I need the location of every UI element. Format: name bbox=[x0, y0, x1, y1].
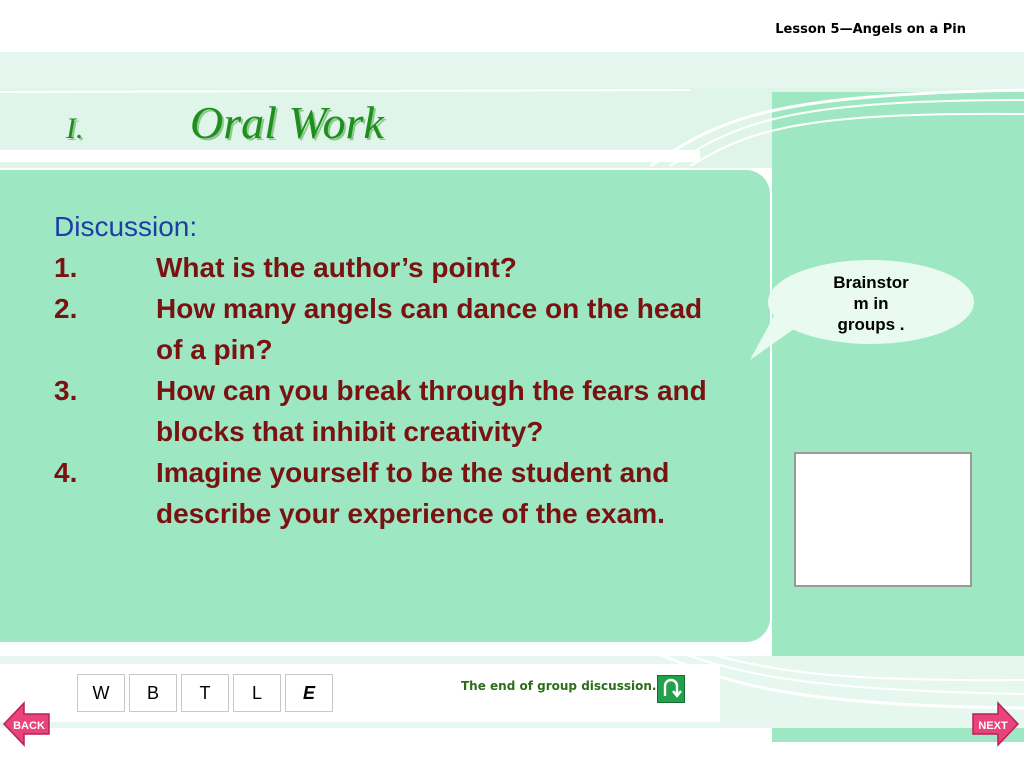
nav-t-button[interactable]: T bbox=[181, 674, 229, 712]
item-number: 2. bbox=[54, 293, 78, 324]
image-placeholder bbox=[794, 452, 972, 587]
list-item bbox=[54, 247, 714, 288]
bubble-text: Brainstor m in groups . bbox=[833, 273, 909, 334]
next-label: NEXT bbox=[978, 720, 1008, 732]
nav-l-button[interactable]: L bbox=[233, 674, 281, 712]
header-highlight bbox=[0, 150, 700, 162]
discussion-heading: Discussion: bbox=[54, 211, 198, 242]
item-text: Imagine yourself to be the student and describe your experience of the exam. bbox=[156, 457, 670, 529]
speech-bubble bbox=[768, 260, 974, 344]
list-item bbox=[54, 288, 714, 370]
item-number: 1. bbox=[54, 252, 78, 283]
item-text: How can you break through the fears and blocks that inhibit creativity? bbox=[156, 375, 707, 447]
item-text: What is the author’s point? bbox=[156, 252, 517, 283]
lesson-title: Lesson 5—Angels on a Pin bbox=[775, 22, 966, 37]
item-number: 4. bbox=[54, 457, 78, 488]
back-label: BACK bbox=[13, 720, 45, 732]
list-item bbox=[54, 370, 714, 452]
u-turn-icon bbox=[658, 676, 684, 702]
top-band bbox=[0, 52, 1024, 92]
return-button[interactable] bbox=[657, 675, 685, 703]
item-number: 3. bbox=[54, 375, 78, 406]
nav-e-button[interactable]: E bbox=[285, 674, 333, 712]
next-button[interactable] bbox=[970, 700, 1020, 748]
back-button[interactable] bbox=[2, 700, 52, 748]
list-item bbox=[54, 452, 714, 534]
nav-b-button[interactable]: B bbox=[129, 674, 177, 712]
item-text: How many angels can dance on the head of a pin? bbox=[156, 293, 703, 365]
end-note: The end of group discussion. bbox=[461, 679, 657, 693]
right-strip bbox=[772, 92, 1024, 742]
skill-nav bbox=[77, 674, 337, 712]
discussion-list bbox=[54, 206, 714, 534]
nav-w-button[interactable]: W bbox=[77, 674, 125, 712]
page-title: Oral Work bbox=[190, 97, 384, 148]
section-numeral: I. bbox=[66, 112, 84, 145]
